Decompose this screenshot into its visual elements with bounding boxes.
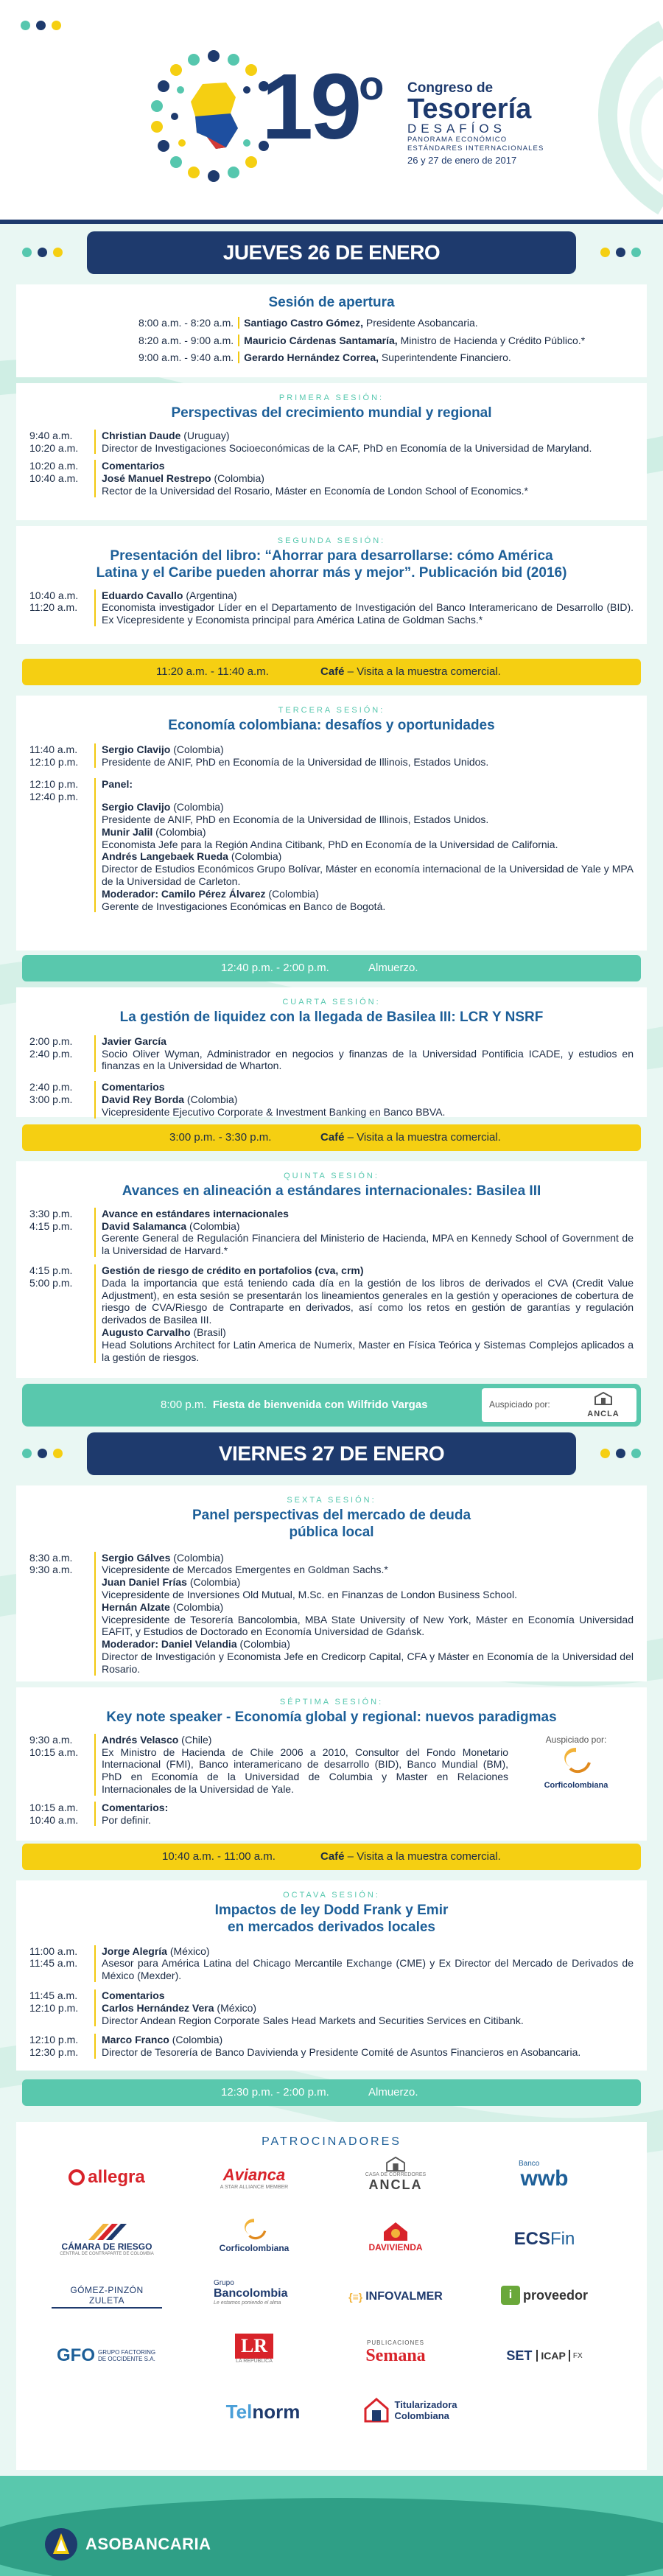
speaker-bio: Economista investigador Líder en el Departamento de Investigación del Banco Interamericano de Desarrollo (BID). Ex Vicepresidente y Economista principal para América Latina de Goldman Sachs.*: [102, 601, 634, 626]
break-label: Almuerzo.: [368, 2086, 418, 2099]
sponsor-camara-riesgo: CÁMARA DE RIESGO CENTRAL DE CONTRAPARTE DE COLOMBIA: [52, 2221, 162, 2258]
sponsor-telnorm: Tel norm: [225, 2400, 301, 2423]
header: [0, 0, 663, 221]
session-title: Panel perspectivas del mercado de deuda pública local: [192, 1508, 471, 1540]
agenda-row: 11:45 a.m. 12:10 p.m. Comentarios Carlos Hernández Vera (México) Director Andean Region Corporate Sales Head Markets and Securities Services en Citibank.: [29, 1989, 634, 2026]
session-label: SEGUNDA SESIÓN:: [277, 536, 386, 545]
speaker-role: Ministro de Hacienda y Crédito Público.*: [397, 334, 586, 346]
sponsor-label: Auspiciado por:: [489, 1399, 550, 1410]
break-time: 12:40 p.m. - 2:00 p.m.: [221, 962, 329, 974]
time: 2:00 p.m. 2:40 p.m.: [29, 1035, 73, 1060]
sponsor-wwb: Banco wwb: [519, 2159, 569, 2191]
time: 10:20 a.m. 10:40 a.m.: [29, 460, 79, 485]
break-label: Almuerzo.: [368, 962, 418, 974]
agenda-row: 12:10 p.m. 12:30 p.m. Marco Franco (Colombia) Director de Tesorería de Banco Davivienda y Presidente Comité de Asuntos Financieros en Asobancaria.: [29, 2034, 634, 2059]
sponsors-section: [16, 2122, 647, 2470]
time: 10:40 a.m. 11:20 a.m.: [29, 589, 79, 614]
session-title: Economía colombiana: desafíos y oportunidades: [168, 718, 495, 733]
sponsors-title: PATROCINADORES: [262, 2135, 401, 2148]
speaker-name: Eduardo Cavallo: [102, 589, 183, 601]
time: 9:30 a.m. 10:15 a.m.: [29, 1733, 79, 1758]
speaker-name: David Rey Borda: [102, 1093, 185, 1105]
logo-line-2: Tesorería: [407, 93, 532, 125]
break-label: Café: [320, 1850, 345, 1863]
agenda-row: 2:40 p.m. 3:00 p.m. Comentarios David Rey Borda (Colombia) Vicepresidente Ejecutivo Corporate & Investment Banking en Banco BBVA.: [29, 1081, 634, 1118]
break-label: Café: [320, 1131, 345, 1144]
session-label: TERCERA SESIÓN:: [278, 706, 385, 715]
speaker-bio: Socio Oliver Wyman, Administrador en negocios y finanzas de la Universidad Pontificia ICADE, y estudios en finanzas en la Universidad de Wharton.: [102, 1047, 634, 1072]
session-title: Sesión de apertura: [268, 295, 395, 310]
speaker-name: Munir Jalil: [102, 825, 153, 838]
logo-line-1: Congreso de: [407, 80, 494, 96]
agenda-row: 12:10 p.m. 12:40 p.m. Panel: Sergio Clavijo (Colombia) Presidente de ANIF, PhD en Economía de la Universidad de Illinois, Estados Unidos. Munir Jalil (Colombia) Economista Jefe para la Región Andina Citibank, PhD en Economía de la Universidad de California. Andrés Langebaek Rueda (Colombia) Director de Estudios Económicos Grupo Bolívar, Máster en economía internacional de la Universidad de Yale y MPA de la Universidad de Carleton. Moderador: Camilo Pérez Álvarez (Colombia) Gerente de Investigaciones Económicas en Banco de Bogotá.: [29, 778, 634, 912]
speaker-name: Moderador: Daniel Velandia: [102, 1638, 237, 1651]
agenda-row: 3:30 p.m. 4:15 p.m. Avance en estándares internacionales David Salamanca (Colombia) Gerente General de Regulación Financiera del Ministerio de Hacienda, MPA en Kennedy School of Government de la Universidad de Harvard.*: [29, 1207, 634, 1257]
session-title: Perspectivas del crecimiento mundial y regional: [171, 405, 492, 421]
agenda-row: [29, 317, 634, 329]
sponsor-box: [482, 1388, 636, 1422]
session-5: [16, 1161, 647, 1378]
proveedor-icon: i: [501, 2286, 520, 2305]
agenda-row: 11:00 a.m. 11:45 a.m. Jorge Alegría (México) Asesor para América Latina del Chicago Mercantile Exchange (CME) y Ex Director del Mercado de Derivados de México (Mexder).: [29, 1945, 634, 1982]
sponsor-bancolombia: Grupo Bancolombia Le estamos poniendo el alma: [214, 2279, 288, 2306]
session-2: [16, 526, 647, 644]
corficolombiana-icon: [554, 1745, 598, 1777]
time: 11:00 a.m. 11:45 a.m.: [29, 1945, 78, 1970]
speaker-name: José Manuel Restrepo: [102, 472, 211, 485]
topic: Gestión de riesgo de crédito en portafolios (cva, crm): [102, 1264, 364, 1276]
speaker-name: Christian Daude: [102, 429, 181, 441]
speaker-name: Moderador: Camilo Pérez Álvarez: [102, 887, 266, 900]
party-label: Fiesta de bienvenida con Wilfrido Vargas: [212, 1399, 428, 1411]
session-label: SEXTA SESIÓN:: [287, 1496, 376, 1505]
session-label: CUARTA SESIÓN:: [282, 998, 381, 1007]
time: 2:40 p.m. 3:00 p.m.: [29, 1081, 73, 1105]
speaker-name: Gerardo Hernández Correa,: [244, 351, 379, 364]
speaker-name: Carlos Hernández Vera: [102, 2001, 214, 2014]
break-time: 3:00 p.m. - 3:30 p.m.: [169, 1131, 272, 1144]
sponsor-ancla: CASA DE CORREDORES ANCLA: [340, 2156, 451, 2193]
session-6: [16, 1485, 647, 1681]
speaker-name: David Salamanca: [102, 1219, 187, 1232]
session-title: La gestión de liquidez con la llegada de Basilea III: LCR Y NSRF: [119, 1009, 544, 1025]
session-7: [16, 1687, 647, 1841]
speaker-bio: Asesor para América Latina del Chicago Mercantile Exchange (CME) y Ex Director del Mercado de Derivados de México (Mexder).: [102, 1957, 634, 1982]
speaker-name: Sergio Clavijo: [102, 801, 171, 813]
time: 12:10 p.m. 12:40 p.m.: [29, 778, 79, 803]
topic-description: Dada la importancia que está teniendo cada día en la gestión de los libros de derivados el CVA (Credit Value Adjustment), en esta sesión se presentarán los lineamientos generales en la gestión y operaciones de cobertura de riesgo de CVA/Riesgo de Contraparte en derivados, así como los retos en gestión de garantías y regulación derivados de Basilea III.: [102, 1276, 634, 1326]
speaker-name: Andrés Velasco: [102, 1733, 179, 1746]
speaker-bio: Presidente de ANIF, PhD en Economía de la Universidad de Illinois, Estados Unidos.: [102, 755, 489, 768]
day-banner-thursday: [0, 227, 663, 279]
decorative-dots: [22, 1449, 63, 1458]
corficolombiana-sponsor: Auspiciado por: Corficolombiana: [525, 1735, 628, 1790]
footer-brand: ASOBANCARIA: [85, 2535, 211, 2553]
decorative-dots: [600, 1449, 641, 1458]
speaker-name: Andrés Langebaek Rueda: [102, 850, 228, 863]
sponsor-semana: PUBLICACIONES Semana: [365, 2339, 426, 2365]
logo-subtitle-1: PANORAMA ECONÓMICO: [407, 135, 508, 144]
break-time: 11:20 a.m. - 11:40 a.m.: [156, 665, 269, 678]
event-dates: 26 y 27 de enero de 2017: [407, 154, 517, 166]
header-divider: [0, 220, 663, 224]
session-label: OCTAVA SESIÓN:: [283, 1891, 380, 1900]
infovalmer-icon: {≡}: [348, 2291, 363, 2303]
session-8: [16, 1880, 647, 2071]
logo-line-3: DESAFÍOS: [407, 122, 506, 136]
time: 8:30 a.m. 9:30 a.m.: [29, 1551, 73, 1576]
session-label: QUINTA SESIÓN:: [284, 1172, 379, 1180]
speaker-name: Sergio Gálves: [102, 1551, 171, 1564]
agenda-row: 10:15 a.m. 10:40 a.m. Comentarios: Por definir.: [29, 1802, 634, 1827]
session-title: Presentación del libro: “Ahorrar para desarrollarse: cómo América Latina y el Caribe pueden ahorrar más y mejor”. Publicación bid (2016): [96, 548, 567, 581]
agenda-row: 4:15 p.m. 5:00 p.m. Gestión de riesgo de crédito en portafolios (cva, crm) Dada la importancia que está teniendo cada día en la gestión de los libros de derivados el CVA (Credit Value Adjustment), en esta sesión se presentarán los lineamientos generales en la gestión y operaciones de cobertura de riesgo de CVA/Riesgo de Contraparte en derivados, así como los retos en gestión de garantías y regulación derivados de Basilea III. Augusto Carvalho (Brasil) Head Solutions Architect for Latin America de Numerix, Master en Física Teórica y Sistemas Complejos aplicados a la gestión de riesgos.: [29, 1264, 634, 1363]
speaker-bio: Head Solutions Architect for Latin America de Numerix, Master en Física Teórica y Sistemas Complejos aplicados a la gestión de riesgos.: [102, 1338, 634, 1363]
session-label: SÉPTIMA SESIÓN:: [279, 1698, 384, 1707]
speaker-bio: Ex Ministro de Hacienda de Chile 2006 a 2010, Consultor del Fondo Monetario Internacional (FMI), Banco interamericano de desarrollo (BID), Banco Mundial (BM), PhD en Economía de la Universidad de Columbia y Master en Relaciones Internacionales de la Universidad de Yale.: [102, 1746, 508, 1795]
day-title: JUEVES 26 DE ENERO: [87, 231, 576, 274]
time: 8:20 a.m. - 9:00 a.m.: [138, 334, 234, 346]
sponsor-corficolombiana: Corficolombiana: [199, 2216, 309, 2253]
time: 3:30 p.m. 4:15 p.m.: [29, 1207, 73, 1232]
sponsor-gfo: GFO GRUPO FACTORING DE OCCIDENTE S.A.: [57, 2345, 156, 2365]
session-1: [16, 383, 647, 520]
agenda-row: [29, 351, 634, 364]
speaker-name: Hernán Alzate: [102, 1600, 170, 1613]
ancla-logo: ANCLA: [578, 1391, 629, 1419]
agenda-row: 9:30 a.m. 10:15 a.m. Andrés Velasco (Chile) Ex Ministro de Hacienda de Chile 2006 a 2010, Consultor del Fondo Monetario Internacional (FMI), Banco interamericano de desarrollo (BID), Banco Mundial (BM), PhD en Economía de la Universidad de Columbia y Master en Relaciones Internacionales de la Universidad de Yale.: [29, 1733, 508, 1795]
coffee-break: 3:00 p.m. - 3:30 p.m. Café – Visita a la muestra comercial.: [22, 1124, 641, 1151]
speaker-name: Marco Franco: [102, 2034, 169, 2046]
time: 9:40 a.m. 10:20 a.m.: [29, 429, 79, 454]
corficolombiana-icon: [236, 2216, 273, 2243]
camara-icon: [81, 2222, 133, 2241]
time: 12:10 p.m. 12:30 p.m.: [29, 2034, 79, 2059]
agenda-row: 8:30 a.m. 9:30 a.m. Sergio Gálves (Colombia) Vicepresidente de Mercados Emergentes en Goldman Sachs.* Juan Daniel Frías (Colombia) Vicepresidente de Inversiones Old Mutual, M.Sc. en Finanzas de London Business School. Hernán Alzate (Colombia) Vicepresidente de Tesorería Bancolombia, MBA State University of New York, Máster en Economía Universidad EAFIT, y Estudios de Doctorado en Economía Universidad de Gdańsk. Moderador: Daniel Velandia (Colombia) Director de Investigación y Economista Jefe en Credicorp Capital, CFA y Máster en Economía de la Universidad del Rosario.: [29, 1551, 634, 1675]
ancla-icon: [383, 2156, 408, 2172]
time: 10:15 a.m. 10:40 a.m.: [29, 1801, 79, 1826]
coffee-break: 11:20 a.m. - 11:40 a.m. Café – Visita a la muestra comercial.: [22, 659, 641, 685]
coffee-break: 10:40 a.m. - 11:00 a.m. Café – Visita a la muestra comercial.: [22, 1844, 641, 1870]
sponsor-infovalmer: {≡} INFOVALMER: [348, 2290, 443, 2303]
decorative-dots: [21, 21, 61, 30]
break-time: 10:40 a.m. - 11:00 a.m.: [162, 1850, 276, 1863]
sponsor-gomez-pinzon: GÓMEZ-PINZÓN ZULETA: [52, 2278, 162, 2315]
agenda-row: 10:40 a.m. 11:20 a.m. Eduardo Cavallo (Argentina) Economista investigador Líder en el Departamento de Investigación del Banco Interamericano de Desarrollo (BID). Ex Vicepresidente y Economista principal para América Latina de Goldman Sachs.*: [29, 589, 634, 626]
asobancaria-icon: [44, 2527, 78, 2561]
decorative-dots: [600, 248, 641, 257]
time: 9:00 a.m. - 9:40 a.m.: [138, 351, 234, 364]
sponsor-davivienda: DAVIVIENDA: [340, 2218, 451, 2255]
time: 4:15 p.m. 5:00 p.m.: [29, 1264, 73, 1289]
speaker-name: Javier García: [102, 1035, 166, 1047]
agenda-row: [29, 1035, 634, 1072]
congress-logo: [144, 46, 544, 186]
speaker-bio: Rector de la Universidad del Rosario, Máster en Economía de London School of Economics.*: [102, 484, 528, 497]
agenda-row: [29, 335, 634, 347]
speaker-role: Superintendente Financiero.: [379, 351, 511, 364]
decorative-dots: [22, 248, 63, 257]
day-banner-friday: [0, 1428, 663, 1480]
asobancaria-logo: [44, 2527, 211, 2561]
davivienda-house-icon: [381, 2220, 410, 2242]
edition-number: 19$^o$: [262, 55, 382, 158]
speaker-bio: Director de Tesorería de Banco Davivienda y Presidente Comité de Asuntos Financieros en Asobancaria.: [102, 2046, 581, 2059]
speaker-role: Presidente Asobancaria.: [362, 316, 478, 329]
speaker-name: Sergio Clavijo: [102, 743, 171, 755]
time: 11:40 a.m. 12:10 p.m.: [29, 743, 79, 768]
agenda-row: 10:20 a.m. 10:40 a.m. Comentarios José Manuel Restrepo (Colombia) Rector de la Universidad del Rosario, Máster en Economía de London School of Economics.*: [29, 460, 634, 497]
allegra-icon: [69, 2169, 85, 2185]
break-time: 12:30 p.m. - 2:00 p.m.: [221, 2086, 329, 2099]
speaker-bio: Director de Investigaciones Socioeconómicas de la CAF, PhD en Economía de la Universidad de Maryland.: [102, 441, 592, 454]
speaker-name: Augusto Carvalho: [102, 1326, 191, 1338]
session-label: PRIMERA SESIÓN:: [278, 393, 385, 402]
sponsor-label: Auspiciado por:: [545, 1735, 607, 1745]
speaker-name: Jorge Alegría: [102, 1945, 167, 1957]
break-label: Café: [320, 665, 345, 678]
agenda-row: 9:40 a.m. 10:20 a.m. Christian Daude (Uruguay) Director de Investigaciones Socioeconómicas de la CAF, PhD en Economía de la Universidad de Maryland.: [29, 430, 634, 455]
session-title: Key note speaker - Economía global y regional: nuevos paradigmas: [106, 1709, 557, 1725]
titularizadora-icon: [363, 2397, 390, 2423]
footer: [0, 2476, 663, 2576]
sponsor-proveedor: i proveedor: [489, 2277, 600, 2314]
sponsor-la-republica: LR LA REPÚBLICA: [236, 2334, 273, 2364]
speaker-name: Santiago Castro Gómez,: [244, 316, 363, 329]
logo-text: [407, 81, 555, 166]
session-title: Impactos de ley Dodd Frank y Emir en mercados derivados locales: [214, 1903, 449, 1935]
speaker-bio: Gerente General de Regulación Financiera del Ministerio de Hacienda, MPA en Kennedy School of Government de la Universidad de Harvard.*: [102, 1232, 634, 1257]
sponsor-allegra: allegra: [52, 2159, 162, 2196]
speaker-bio: Director Andean Region Corporate Sales Head Markets and Securities Services en Citibank.: [102, 2014, 524, 2026]
sponsor-avianca: Avianca A STAR ALLIANCE MEMBER: [220, 2165, 289, 2190]
session-3: [16, 696, 647, 951]
agenda-row: 11:40 a.m. 12:10 p.m. Sergio Clavijo (Colombia) Presidente de ANIF, PhD en Economía de la Universidad de Illinois, Estados Unidos.: [29, 743, 634, 769]
party-time: 8:00 p.m.: [161, 1399, 207, 1411]
session-apertura: [16, 284, 647, 377]
speaker-name: Mauricio Cárdenas Santamaría,: [244, 334, 398, 346]
sponsor-titularizadora: Titularizadora Colombiana: [355, 2392, 466, 2429]
ancla-icon: [592, 1391, 614, 1406]
speaker-bio: Vicepresidente Ejecutivo Corporate & Investment Banking en Banco BBVA.: [102, 1105, 446, 1118]
session-4: [16, 987, 647, 1117]
lunch-break: [22, 2079, 641, 2106]
time: 8:00 a.m. - 8:20 a.m.: [138, 316, 234, 329]
session-title: Avances en alineación a estándares internacionales: Basilea III: [122, 1183, 541, 1199]
logo-subtitle-2: ESTÁNDARES INTERNACIONALES: [407, 144, 544, 153]
lunch-break: [22, 955, 641, 981]
welcome-party-banner: [22, 1384, 641, 1427]
time: 11:45 a.m. 12:10 p.m.: [29, 1989, 79, 2014]
sponsor-set-icap: SET ICAP FX: [506, 2348, 583, 2363]
speaker-name: Juan Daniel Frías: [102, 1576, 187, 1589]
day-title: VIERNES 27 DE ENERO: [87, 1432, 576, 1475]
topic: Avance en estándares internacionales: [102, 1207, 289, 1219]
sponsor-ecsfin: ECS Fin: [513, 2229, 575, 2249]
